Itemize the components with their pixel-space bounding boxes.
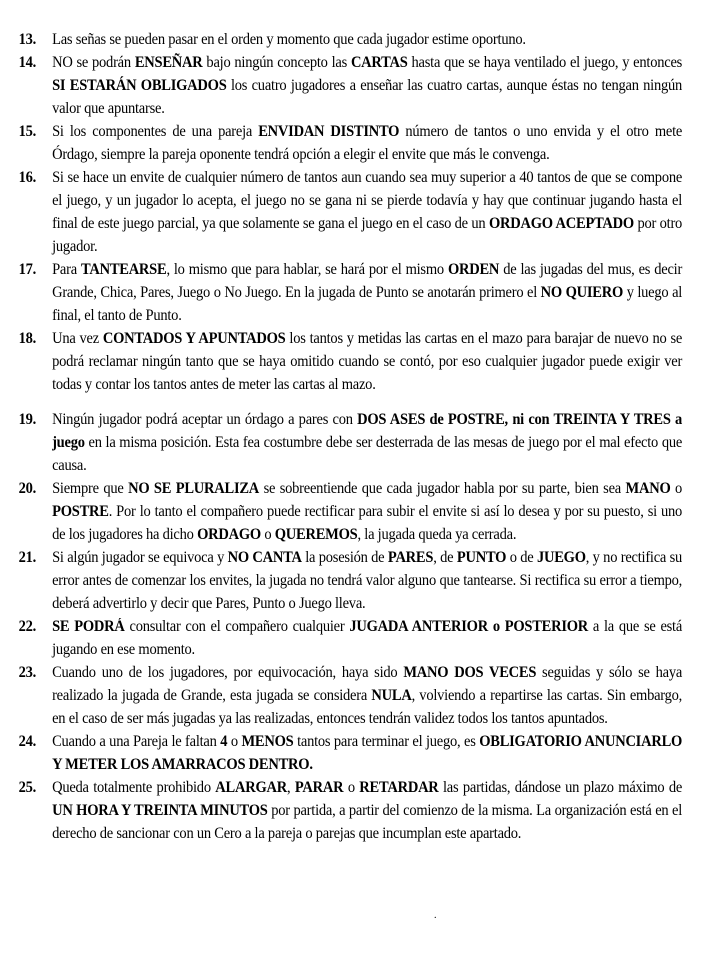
rule-text-segment: , y no rectifica su error antes de comenzar los envites, la jugada no tendrá valor alguno que tantearse. Si rectifica su error a tiempo, deberá advertirlo y decir que Pares, Punto o Juego lleva. <box>52 549 683 612</box>
rule-item <box>0 730 714 776</box>
rule-text <box>52 330 682 393</box>
rule-text-segment: , lo mismo que para hablar, se hará por el mismo <box>166 261 448 278</box>
rule-text-segment: los cuatro jugadores a enseñar las cuatro cartas, aunque éstas no tengan ningún valor que apuntarse. <box>52 77 683 117</box>
rule-text-segment: o <box>260 526 275 543</box>
rule-text-segment: Cuando a una Pareja le faltan <box>52 733 221 750</box>
rule-text <box>52 664 682 727</box>
rules-list <box>0 28 720 845</box>
rule-text-segment: bajo ningún concepto las <box>202 54 351 71</box>
rule-text-segment: Si los componentes de una pareja <box>52 123 259 140</box>
rule-text <box>52 261 682 324</box>
rule-text-segment: la posesión de <box>301 549 388 566</box>
rule-text-bold: JUEGO <box>536 549 586 566</box>
rule-text-segment: , <box>287 779 295 796</box>
rule-text-bold: PARES <box>387 549 434 566</box>
rule-text-bold: CONTADOS Y APUNTADOS <box>102 330 286 347</box>
rule-number: 17. <box>18 261 37 278</box>
rule-text-segment: las partidas, dándose un plazo máximo de <box>438 779 683 796</box>
rule-text-bold: ORDAGO ACEPTADO <box>488 215 634 232</box>
rule-number: 14. <box>18 54 37 71</box>
rule-text-bold: OBLIGATORIO ANUNCIARLO Y METER LOS AMARRACOS DENTRO. <box>52 733 683 773</box>
rule-text <box>52 123 682 163</box>
rule-number: 15. <box>18 123 37 140</box>
rule-item <box>0 51 714 120</box>
rule-number: 16. <box>18 169 37 186</box>
rule-text <box>52 480 682 543</box>
rule-number: 24. <box>18 733 37 750</box>
rule-text-segment: Ningún jugador podrá aceptar un órdago a pares con <box>52 411 358 428</box>
rule-text-segment: Las señas se pueden pasar en el orden y momento que cada jugador estime oportuno. <box>52 31 526 48</box>
rule-text-segment: los tantos y metidas las cartas en el mazo para barajar de nuevo no se podrá reclamar ningún tanto que se haya omitido cuando se contó, por eso cualquier jugador puede exigir ver todas y contar los tantos antes de meter las cartas al mazo. <box>52 330 683 393</box>
rule-text-segment: o <box>670 480 683 497</box>
rule-text <box>52 169 682 255</box>
rule-text-bold: UN HORA Y TREINTA MINUTOS <box>52 802 268 819</box>
rule-text-bold: PARAR <box>294 779 344 796</box>
rule-text-bold: PUNTO <box>456 549 507 566</box>
rule-text <box>52 411 682 474</box>
rule-text-bold: MANO DOS VECES <box>403 664 537 681</box>
rule-text-bold: CARTAS <box>350 54 408 71</box>
rule-item <box>0 120 714 166</box>
rule-text-segment: Cuando uno de los jugadores, por equivocación, haya sido <box>52 664 404 681</box>
rule-text-segment: número de tantos o uno envida y el otro mete Órdago, siempre la pareja oponente tendrá opción a elegir el envite que más le convenga. <box>52 123 683 163</box>
rule-text-segment: Para <box>52 261 81 278</box>
rule-text-segment: y luego al final, el tanto de Punto. <box>52 284 683 324</box>
rule-text-bold: ENSEÑAR <box>134 54 203 71</box>
rule-number: 18. <box>18 330 37 347</box>
rule-text-bold: SI ESTARÁN OBLIGADOS <box>52 77 227 94</box>
rule-item <box>0 546 714 615</box>
rule-item <box>0 615 714 661</box>
rule-number: 21. <box>18 549 37 566</box>
rule-text-bold: DOS ASES de POSTRE, ni con TREINTA Y TRES a juego <box>52 411 683 451</box>
rule-text <box>52 54 682 117</box>
rule-text-segment: se sobreentiende que cada jugador habla por su parte, bien sea <box>259 480 626 497</box>
rule-text-bold: ORDEN <box>447 261 500 278</box>
rule-text-bold: ENVIDAN DISTINTO <box>258 123 400 140</box>
rule-text-bold: ORDAGO <box>197 526 261 543</box>
rule-text-segment: NO se podrán <box>52 54 135 71</box>
rule-number: 19. <box>18 411 37 428</box>
rule-text-segment: tantos para terminar el juego, es <box>293 733 480 750</box>
rule-text <box>52 779 682 842</box>
rule-text-bold: MENOS <box>241 733 294 750</box>
rule-text <box>52 549 682 612</box>
rule-text <box>52 31 526 48</box>
rule-text-segment: seguidas y sólo se haya realizado la jugada de Grande, esta jugada se considera <box>52 664 683 704</box>
rule-text-segment: consultar con el compañero cualquier <box>124 618 350 635</box>
rule-number: 20. <box>18 480 37 497</box>
section-gap <box>0 396 720 408</box>
rule-text-segment: hasta que se haya ventilado el juego, y entonces <box>407 54 683 71</box>
rule-text-bold: ALARGAR <box>215 779 288 796</box>
rule-item <box>0 661 714 730</box>
rule-text-bold: 4 <box>220 733 228 750</box>
rule-number: 13. <box>18 31 37 48</box>
rule-text-segment: o <box>343 779 360 796</box>
rule-item <box>0 28 714 51</box>
rule-text-bold: MANO <box>625 480 671 497</box>
rule-text-segment: Siempre que <box>52 480 129 497</box>
rule-text-segment: Si algún jugador se equivoca y <box>52 549 228 566</box>
rule-text-segment: Una vez <box>52 330 103 347</box>
rule-item <box>0 776 714 845</box>
rule-text-segment: por otro jugador. <box>52 215 683 255</box>
rule-text-segment: en la misma posición. Esta fea costumbre debe ser desterrada de las mesas de juego por el mal efecto que causa. <box>52 434 683 474</box>
rule-text-bold: RETARDAR <box>359 779 439 796</box>
rule-text-segment: , la jugada queda ya cerrada. <box>357 526 517 543</box>
rule-text-bold: NULA <box>371 687 412 704</box>
rule-text-bold: NO CANTA <box>227 549 302 566</box>
rule-text-bold: POSTRE <box>52 503 109 520</box>
rule-text <box>52 618 682 658</box>
rule-text-segment: o de <box>506 549 537 566</box>
rule-text-bold: NO SE PLURALIZA <box>128 480 260 497</box>
rule-text-segment: Queda totalmente prohibido <box>52 779 216 796</box>
footer-mark: . <box>434 910 437 921</box>
rule-item <box>0 258 714 327</box>
rule-text-bold: NO QUIERO <box>540 284 624 301</box>
rule-text-segment: Si se hace un envite de cualquier número de tantos aun cuando sea muy superior a 40 tantos de que se compone el juego, y un jugador lo acepta, el juego no se gana ni se pierde todavía y hay que continuar jugando hasta el final de este juego parcial, ya que solamente se gana el juego en el caso de un <box>52 169 683 232</box>
rule-text-bold: JUGADA ANTERIOR o POSTERIOR <box>349 618 589 635</box>
rule-item <box>0 327 714 396</box>
rule-text-segment: , volviendo a repartirse las cartas. Sin embargo, en el caso de ser más jugadas ya las realizadas, entonces tendrán validez todos los tantos apuntados. <box>52 687 683 727</box>
rule-text-bold: QUEREMOS <box>274 526 358 543</box>
rule-text-segment: a la que se está jugando en ese momento. <box>52 618 683 658</box>
rule-number: 23. <box>18 664 37 681</box>
rule-text-segment: de las jugadas del mus, es decir Grande, Chica, Pares, Juego o No Juego. En la jugada de Punto se anotarán primero el <box>52 261 683 301</box>
rule-text-segment: , de <box>433 549 457 566</box>
rule-number: 22. <box>18 618 37 635</box>
rule-text-bold: SE PODRÁ <box>52 618 125 635</box>
rule-item <box>0 477 714 546</box>
rule-item <box>0 166 714 258</box>
rule-text <box>52 733 682 773</box>
rule-text-segment: . Por lo tanto el compañero puede rectificar para subir el envite si así lo desea y por su puesto, si uno de los jugadores ha dicho <box>52 503 683 543</box>
rule-number: 25. <box>18 779 37 796</box>
rule-text-segment: por partida, a partir del comienzo de la misma. La organización está en el derecho de sancionar con un Cero a la pareja o parejas que incumplan este apartado. <box>52 802 683 842</box>
rule-text-segment: o <box>227 733 242 750</box>
rule-item <box>0 408 714 477</box>
rule-text-bold: TANTEARSE <box>80 261 167 278</box>
